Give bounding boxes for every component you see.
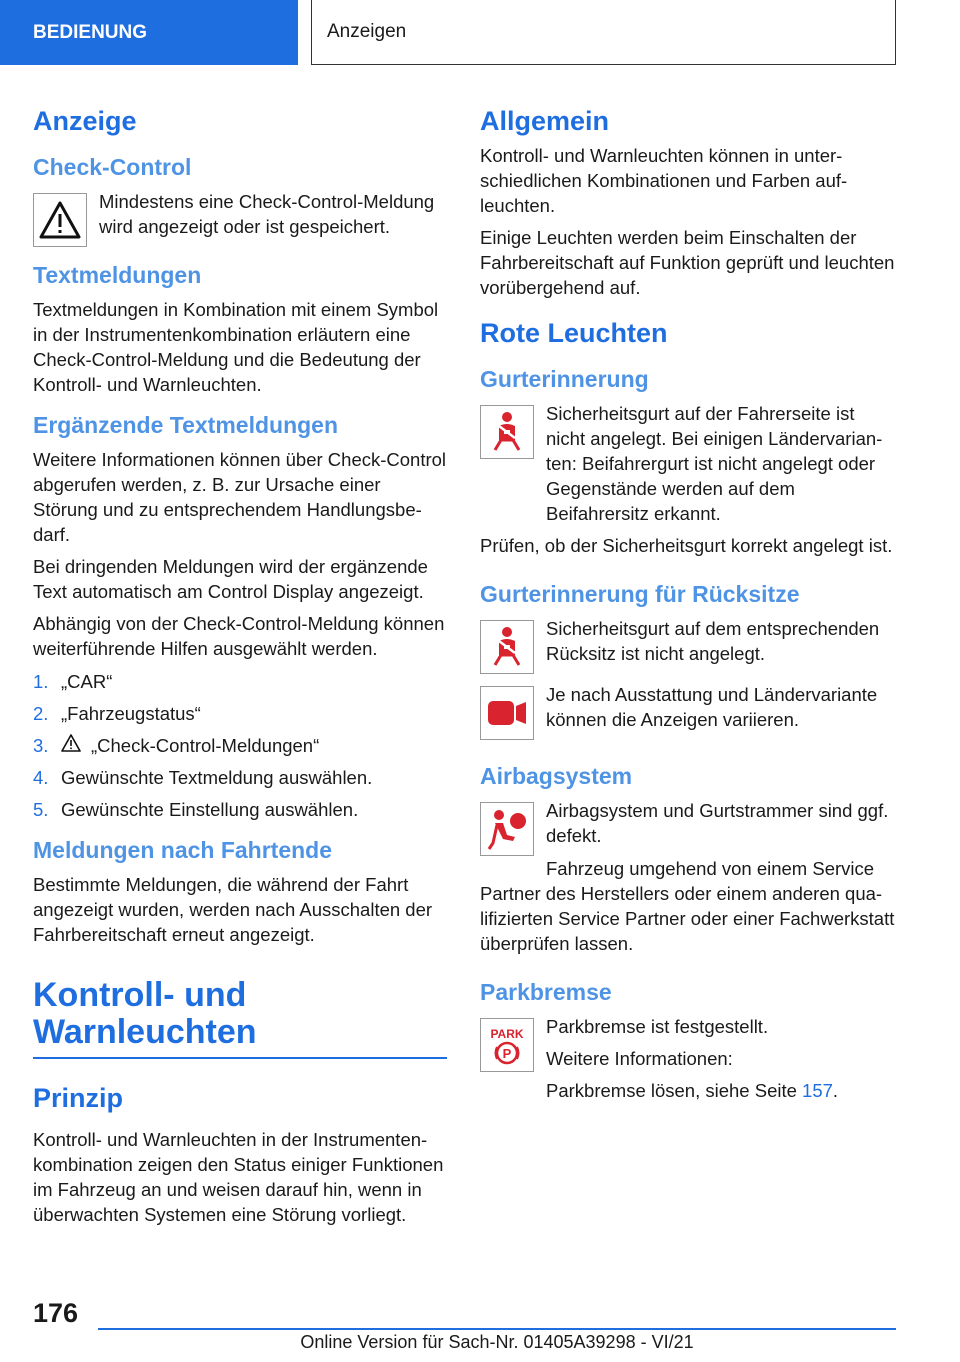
check-control-block (33, 189, 447, 247)
park-ref-text: Parkbremse lösen, siehe Seite (546, 1079, 803, 1101)
gurt-paragraph-1: Sicherheitsgurt auf der Fahrerseite ist nicht angelegt. Bei einigen Ländervarianten: Beifahrergurt ist nicht angelegt oder Gegenstände werden auf dem Beifahrersitz erkannt. (546, 403, 883, 525)
right-column (480, 100, 896, 1118)
footer-text: Online Version für Sach-Nr. 01405A39298 - VI/21 (300, 1332, 694, 1352)
left-column (33, 100, 447, 1234)
airbag-icon (480, 802, 534, 856)
ergaenzende-paragraph-2: Bei dringenden Meldungen wird der ergänzende Text automatisch am Control Display angezeigt. (33, 555, 428, 602)
header-chapter-tab: Anzeigen (311, 0, 896, 65)
list-item (33, 797, 447, 822)
parking-brake-icon (480, 1018, 534, 1072)
airbag-paragraph-1: Airbagsystem und Gurtstrammer sind ggf. defekt. (546, 799, 889, 846)
page-number: 176 (33, 1298, 79, 1328)
heading-anzeige: Anzeige (33, 106, 137, 136)
list-number: 5. (33, 798, 49, 820)
rear-seatbelt-icon (480, 620, 534, 674)
list-text: „CAR“ (61, 670, 113, 692)
footer-divider (98, 1328, 896, 1330)
heading-ergaenzende: Ergänzende Textmeldungen (33, 411, 339, 438)
gurt-rueck-paragraph-2: Je nach Ausstattung und Ländervariante können die Anzeigen variieren. (546, 683, 878, 730)
ergaenzende-paragraph-3: Abhängig von der Check-Control-Meldung können weiterführende Hilfen ausgewählt werden. (33, 612, 445, 659)
ergaenzende-paragraph-1: Weitere Informationen können über Check-Control abgerufen werden, z. B. zur Ursache einer Störung und zu entsprechendem Handlungsbedarf. (33, 448, 447, 545)
gurt-rueck-block-2 (480, 682, 896, 740)
header-section-tab: BEDIENUNG (0, 0, 298, 65)
allgemein-paragraph-1: Kontroll- und Warnleuchten können in unterschiedlichen Kombinationen und Farben aufleuchten. (480, 145, 848, 217)
page-link-157[interactable]: 157 (802, 1079, 833, 1101)
park-block (480, 1014, 896, 1110)
list-number: 1. (33, 670, 49, 692)
heading-check-control: Check-Control (33, 154, 192, 181)
heading-textmeldungen: Textmeldungen (33, 261, 202, 288)
allgemein-paragraph-2: Einige Leuchten werden beim Einschalten der Fahrbereitschaft auf Funktion geprüft und leuchten vorübergehend auf. (480, 227, 895, 299)
heading-line: Warnleuchten (33, 1013, 257, 1052)
list-number: 4. (33, 766, 49, 788)
gurt-rueck-block-1 (480, 616, 896, 674)
park-paragraph-1: Parkbremse ist festgestellt. (546, 1015, 769, 1037)
heading-airbagsystem: Airbagsystem (480, 762, 633, 789)
seat-indicator-icon (480, 686, 534, 740)
list-item (33, 701, 447, 726)
list-number: 3. (33, 734, 49, 756)
list-item (33, 669, 447, 694)
park-paragraph-3 (546, 1078, 896, 1103)
heading-fahrtende: Meldungen nach Fahrtende (33, 836, 333, 863)
heading-line: Kontroll- und (33, 975, 247, 1014)
prinzip-text: Kontroll- und Warnleuchten in der Instrumentenkombination zeigen den Status einiger Funktionen im Fahrzeug an und weisen darauf hin, wenn in überwachten Systemen eine Störung vorliegt. (33, 1128, 444, 1225)
list-text: „Fahrzeugstatus“ (61, 702, 201, 724)
seatbelt-icon (480, 405, 534, 459)
airbag-block (480, 798, 896, 856)
fahrtende-text: Bestimmte Meldungen, die während der Fahrt angezeigt wurden, werden nach Ausschalten der Fahrbereitschaft erneut angezeigt. (33, 873, 433, 945)
airbag-paragraph-2: Fahrzeug umgehend von einem Service Partner des Herstellers oder einem anderen qualifizierten Service Partner oder einer Fachwerkstatt überprüfen lassen. (480, 857, 895, 954)
svg-text:P: P (502, 1045, 512, 1061)
gurt-block (480, 401, 896, 533)
heading-gurterinnerung: Gurterinnerung (480, 366, 649, 393)
heading-kontroll-warnleuchten (33, 977, 447, 1060)
check-control-text: Mindestens eine Check-Control-Meldung wird angezeigt oder ist gespeichert. (99, 190, 435, 237)
park-paragraph-2: Weitere Informationen: (546, 1047, 733, 1069)
warning-triangle-icon (33, 193, 87, 247)
list-item (33, 733, 447, 758)
steps-list (33, 669, 447, 822)
heading-rote-leuchten: Rote Leuchten (480, 318, 668, 349)
list-text: „Check-Control-Meldungen“ (91, 734, 320, 756)
list-text: Gewünschte Einstellung auswählen. (61, 798, 359, 820)
park-ref-end: . (832, 1079, 839, 1101)
gurt-rueck-paragraph-1: Sicherheitsgurt auf dem entsprechenden Rücksitz ist nicht angelegt. (546, 617, 880, 664)
list-item (33, 765, 447, 790)
heading-prinzip: Prinzip (33, 1083, 124, 1114)
textmeldungen-text: Textmeldungen in Kombination mit einem Symbol in der Instrumentenkombination erläutern eine Check-Control-Meldung und die Bedeutung der Kontroll- und Warnleuchten. (33, 298, 439, 395)
gurt-paragraph-2: Prüfen, ob der Sicherheitsgurt korrekt angelegt ist. (480, 535, 893, 557)
park-icon-label: PARK (490, 1026, 524, 1041)
list-number: 2. (33, 702, 49, 724)
heading-parkbremse: Parkbremse (480, 978, 612, 1005)
heading-gurterinnerung-ruecksitze: Gurterinnerung für Rücksitze (480, 581, 800, 608)
list-text: Gewünschte Textmeldung auswählen. (61, 766, 373, 788)
heading-allgemein: Allgemein (480, 106, 610, 136)
small-warning-icon (61, 733, 83, 753)
